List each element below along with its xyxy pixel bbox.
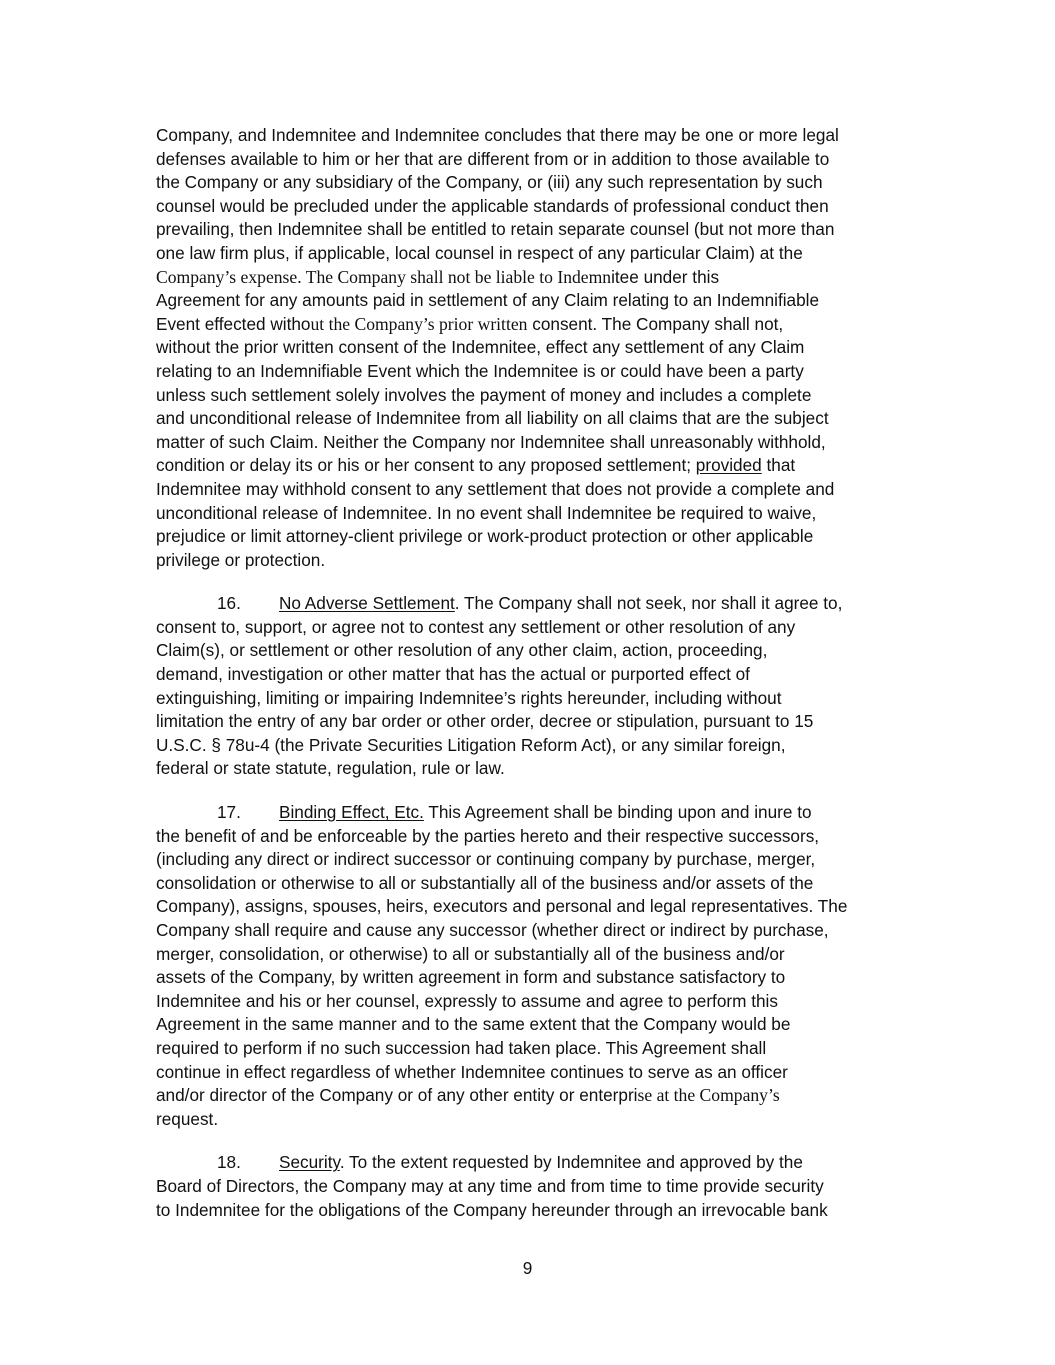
section-first-line xyxy=(156,1151,916,1175)
sans-run: that xyxy=(761,455,796,476)
text-line: to Indemnitee for the obligations of the Company hereunder through an irrevocable bank xyxy=(156,1199,828,1220)
text-line xyxy=(156,454,916,478)
text-line: Agreement for any amounts paid in settlement of any Claim relating to an Indemnifiable xyxy=(156,290,820,311)
text-line: prejudice or limit attorney-client privilege or work-product protection or other applicable xyxy=(156,526,814,547)
sans-run: consent. The Company shall not, xyxy=(527,313,784,334)
text-line: limitation the entry of any bar order or other order, decree or stipulation, pursuant to 15 xyxy=(156,711,814,732)
text-line: Claim(s), or settlement or other resolution of any other claim, action, proceeding, xyxy=(156,640,768,661)
sans-run: Event effected witho xyxy=(156,313,311,334)
text-line: without the prior written consent of the Indemnitee, effect any settlement of any Claim xyxy=(156,337,805,358)
text-line: consent to, support, or agree not to contest any settlement or other resolution of any xyxy=(156,616,796,637)
section-16 xyxy=(156,592,916,781)
text-line: (including any direct or indirect successor or continuing company by purchase, merger, xyxy=(156,849,816,870)
sans-run: itee under this xyxy=(611,266,720,287)
text-line: prevailing, then Indemnitee shall be entitled to retain separate counsel (but not more than xyxy=(156,219,835,240)
text-line: U.S.C. § 78u-4 (the Private Securities Litigation Reform Act), or any similar foreign, xyxy=(156,734,786,755)
paragraph-gap xyxy=(156,781,916,801)
text-line xyxy=(156,1084,916,1108)
text-line: Agreement in the same manner and to the same extent that the Company would be xyxy=(156,1014,791,1035)
text-line: unconditional release of Indemnitee. In no event shall Indemnitee be required to waive, xyxy=(156,502,817,523)
text-line: one law firm plus, if applicable, local counsel in respect of any particular Claim) at the xyxy=(156,242,803,263)
text-line: Indemnitee and his or her counsel, expressly to assume and agree to perform this xyxy=(156,990,778,1011)
section-first-line xyxy=(156,592,916,616)
text-line: Board of Directors, the Company may at any time and from time to time provide security xyxy=(156,1175,824,1196)
text-line xyxy=(156,313,916,337)
text-line: demand, investigation or other matter that has the actual or purported effect of xyxy=(156,664,750,685)
text-line: required to perform if no such succession had taken place. This Agreement shall xyxy=(156,1037,767,1058)
text-line xyxy=(156,266,916,290)
section-heading: Binding Effect, Etc. xyxy=(279,802,424,823)
text-line: continue in effect regardless of whether Indemnitee continues to serve as an officer xyxy=(156,1061,788,1082)
serif-run: ut the Company’s prior written xyxy=(310,313,528,334)
text-line: assets of the Company, by written agreement in form and substance satisfactory to xyxy=(156,967,786,988)
text-line: counsel would be precluded under the applicable standards of professional conduct then xyxy=(156,195,829,216)
serif-run: Company’s expense. The Company shall not be liable to Indemn xyxy=(156,266,612,287)
text-line: request. xyxy=(156,1108,219,1129)
section-number: 16. xyxy=(217,593,241,614)
sans-run: . To the extent requested by Indemnitee and approved by the xyxy=(339,1152,803,1173)
section-number: 18. xyxy=(217,1152,241,1173)
text-line: Company, and Indemnitee and Indemnitee concludes that there may be one or more legal xyxy=(156,125,839,145)
serif-run: se at the Company’s xyxy=(637,1085,780,1106)
provided-term: provided xyxy=(695,455,762,476)
section-heading: Security xyxy=(279,1152,340,1173)
section-heading: No Adverse Settlement xyxy=(279,593,455,614)
document-page xyxy=(156,124,916,1222)
text-line: relating to an Indemnifiable Event which the Indemnitee is or could have been a party xyxy=(156,360,804,381)
text-line: extinguishing, limiting or impairing Indemnitee’s rights hereunder, including without xyxy=(156,687,782,708)
section-first-line xyxy=(156,801,916,825)
text-line: federal or state statute, regulation, rule or law. xyxy=(156,758,505,779)
text-line: the Company or any subsidiary of the Company, or (iii) any such representation by such xyxy=(156,172,823,193)
text-line: matter of such Claim. Neither the Company nor Indemnitee shall unreasonably withhold, xyxy=(156,431,826,452)
section-17 xyxy=(156,801,916,1131)
continuation-paragraph xyxy=(156,124,916,572)
text-line: Indemnitee may withhold consent to any settlement that does not provide a complete and xyxy=(156,478,835,499)
text-line: Company shall require and cause any successor (whether direct or indirect by purchase, xyxy=(156,920,829,940)
text-line: the benefit of and be enforceable by the parties hereto and their respective successors, xyxy=(156,825,820,846)
text-line: Company), assigns, spouses, heirs, executors and personal and legal representatives. The xyxy=(156,896,848,917)
text-line: privilege or protection. xyxy=(156,549,326,570)
text-line: consolidation or otherwise to all or substantially all of the business and/or assets of the xyxy=(156,872,814,893)
text-line: and unconditional release of Indemnitee from all liability on all claims that are the subject xyxy=(156,408,829,429)
sans-run: . The Company shall not seek, nor shall it agree to, xyxy=(454,593,843,614)
sans-run: condition or delay its or his or her consent to any proposed settlement; xyxy=(156,455,696,476)
text-line: merger, consolidation, or otherwise) to all or substantially all of the business and/or xyxy=(156,943,785,964)
sans-run: and/or director of the Company or of any other entity or enterpri xyxy=(156,1085,638,1106)
paragraph-gap xyxy=(156,572,916,592)
text-line: unless such settlement solely involves the payment of money and includes a complete xyxy=(156,384,812,405)
section-number: 17. xyxy=(217,802,241,823)
paragraph-gap xyxy=(156,1131,916,1151)
page-number: 9 xyxy=(522,1258,533,1278)
section-18 xyxy=(156,1151,916,1222)
sans-run: This Agreement shall be binding upon and inure to xyxy=(423,802,812,823)
text-line: defenses available to him or her that are different from or in addition to those available to xyxy=(156,148,830,169)
